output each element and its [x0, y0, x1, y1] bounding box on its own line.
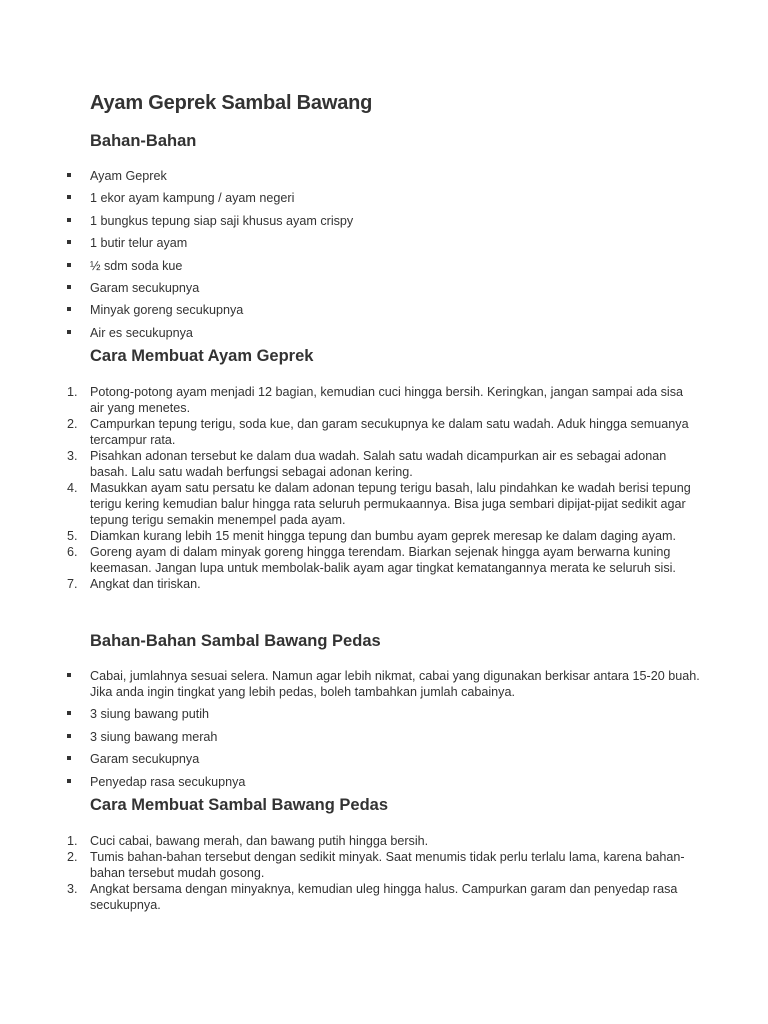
step-text: Masukkan ayam satu persatu ke dalam adonan tepung terigu basah, lalu pindahkan ke wadah berisi tepung terigu kering kemudian balur hingga rata seluruh permukaannya. Bisa juga sembari dipijat-pijat sedikit agar tepung terigu semakin menempel pada ayam. [90, 481, 691, 527]
list-bahan [0, 168, 700, 341]
step-number: 5. [67, 529, 78, 543]
heading-cara-sambal: Cara Membuat Sambal Bawang Pedas [90, 796, 389, 814]
step-text: Cuci cabai, bawang merah, dan bawang putih hingga bersih. [90, 834, 429, 848]
step-item [0, 448, 700, 480]
step-item [0, 849, 700, 881]
heading-cara-ayam: Cara Membuat Ayam Geprek [90, 347, 314, 365]
list-item: ½ sdm soda kue [0, 258, 700, 274]
list-item: Garam secukupnya [0, 280, 700, 296]
step-number: 3. [67, 882, 78, 896]
step-text: Goreng ayam di dalam minyak goreng hingga terendam. Biarkan sejenak hingga ayam berwarna kuning keemasan. Jangan lupa untuk membolak-balik ayam agar tingkat kematangannya merata ke seluruh sisi. [90, 545, 676, 575]
list-item: 1 butir telur ayam [0, 235, 700, 251]
step-item [0, 416, 700, 448]
list-item: Air es secukupnya [0, 325, 700, 341]
step-item [0, 480, 700, 528]
step-number: 6. [67, 545, 78, 559]
step-item [0, 384, 700, 416]
step-text: Pisahkan adonan tersebut ke dalam dua wadah. Salah satu wadah dicampurkan air es sebagai adonan basah. Lalu satu wadah berfungsi sebagai adonan kering. [90, 449, 667, 479]
step-item [0, 528, 700, 544]
heading-bahan: Bahan-Bahan [90, 132, 197, 150]
step-item [0, 833, 700, 849]
list-item: Minyak goreng secukupnya [0, 302, 700, 318]
step-number: 2. [67, 850, 78, 864]
list-item: 1 bungkus tepung siap saji khusus ayam crispy [0, 213, 700, 229]
step-item [0, 576, 700, 592]
heading-bahan-sambal: Bahan-Bahan Sambal Bawang Pedas [90, 632, 381, 650]
step-number: 4. [67, 481, 78, 495]
step-number: 3. [67, 449, 78, 463]
step-text: Diamkan kurang lebih 15 menit hingga tepung dan bumbu ayam geprek meresap ke dalam daging ayam. [90, 529, 676, 543]
steps-cara-ayam [0, 384, 700, 592]
step-item [0, 881, 700, 913]
step-number: 1. [67, 834, 78, 848]
step-text: Campurkan tepung terigu, soda kue, dan garam secukupnya ke dalam satu wadah. Aduk hingga semuanya tercampur rata. [90, 417, 689, 447]
list-bahan-sambal [0, 668, 700, 790]
step-number: 2. [67, 417, 78, 431]
step-item [0, 544, 700, 576]
list-item: Penyedap rasa secukupnya [0, 774, 700, 790]
step-text: Angkat bersama dengan minyaknya, kemudian uleg hingga halus. Campurkan garam dan penyedap rasa secukupnya. [90, 882, 678, 912]
step-text: Angkat dan tiriskan. [90, 577, 201, 591]
steps-cara-sambal [0, 833, 700, 913]
list-item: Cabai, jumlahnya sesuai selera. Namun agar lebih nikmat, cabai yang digunakan berkisar antara 15-20 buah. Jika anda ingin tingkat yang lebih pedas, boleh tambahkan jumlah cabainya. [0, 668, 700, 700]
step-text: Tumis bahan-bahan tersebut dengan sedikit minyak. Saat menumis tidak perlu terlalu lama, karena bahan-bahan tersebut mudah gosong. [90, 850, 685, 880]
list-item: 1 ekor ayam kampung / ayam negeri [0, 190, 700, 206]
step-text: Potong-potong ayam menjadi 12 bagian, kemudian cuci hingga bersih. Keringkan, jangan sampai ada sisa air yang menetes. [90, 385, 683, 415]
step-number: 7. [67, 577, 78, 591]
document-title: Ayam Geprek Sambal Bawang [90, 92, 373, 114]
list-item: Ayam Geprek [0, 168, 700, 184]
step-number: 1. [67, 385, 78, 399]
list-item: Garam secukupnya [0, 751, 700, 767]
list-item: 3 siung bawang merah [0, 729, 700, 745]
list-item: 3 siung bawang putih [0, 706, 700, 722]
